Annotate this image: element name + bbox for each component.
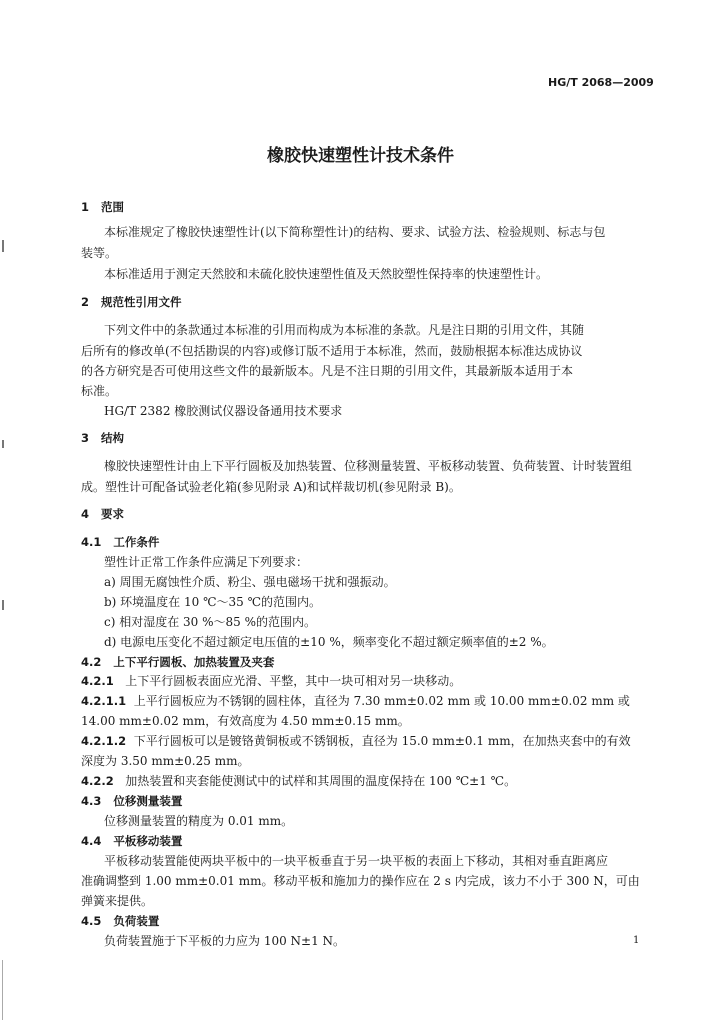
paragraph-line: 平板移动装置能使两块平板中的一块平板垂直于另一块平板的表面上下移动，其相对垂直距离应 (104, 854, 609, 868)
clause-number: 4.2.1 (81, 674, 114, 688)
section-title: 位移测量装置 (113, 794, 183, 808)
section-number: 4.3 (81, 794, 102, 808)
paragraph-line: 深度为 3.50 mm±0.25 mm。 (81, 754, 250, 768)
clause-4-2-2 (81, 774, 516, 788)
subsection-4-2-heading (81, 655, 274, 669)
section-title: 负荷装置 (113, 914, 160, 928)
section-title: 上下平行圆板、加热装置及夹套 (113, 655, 275, 669)
subsection-4-4-heading (81, 834, 182, 848)
paragraph-line: 弹簧来提供。 (81, 894, 154, 908)
paragraph-line: 下列文件中的条款通过本标准的引用而构成为本标准的条款。凡是注日期的引用文件，其随 (104, 323, 585, 337)
clause-text: 上下平行圆板表面应光滑、平整，其中一块可相对另一块移动。 (125, 674, 462, 688)
list-item: c) 相对湿度在 30 %～85 %的范围内。 (104, 615, 317, 629)
scan-mark (2, 240, 4, 252)
section-number: 4.2 (81, 655, 102, 669)
clause-4-2-1 (81, 674, 461, 688)
list-item: d) 电源电压变化不超过额定电压值的±10 %，频率变化不超过额定频率值的±2 %。 (104, 635, 554, 649)
list-item: b) 环境温度在 10 ℃～35 ℃的范围内。 (104, 595, 322, 609)
clause-text: 加热装置和夹套能使测试中的试样和其周围的温度保持在 100 ℃±1 ℃。 (125, 774, 517, 788)
section-4-heading (81, 507, 124, 521)
clause-text: 下平行圆板可以是镀铬黄铜板或不锈钢板，直径为 15.0 mm±0.1 mm，在加热夹套中的有效 (133, 734, 631, 748)
subsection-4-1-heading (81, 535, 159, 549)
scan-mark (2, 440, 4, 448)
section-number: 4.5 (81, 914, 102, 928)
section-title: 要求 (101, 507, 125, 521)
section-3-heading (81, 431, 124, 445)
section-number: 1 (81, 200, 90, 214)
section-number: 4.1 (81, 535, 102, 549)
paragraph-line: 负荷装置施于下平板的力应为 100 N±1 N。 (104, 934, 346, 948)
subsection-4-5-heading (81, 914, 159, 928)
page-number: 1 (633, 935, 640, 946)
paragraph-line: 成。塑性计可配备试验老化箱(参见附录 A)和试样裁切机(参见附录 B)。 (81, 480, 461, 494)
paragraph-line: 本标准适用于测定天然胶和未硫化胶快速塑性值及天然胶塑性保持率的快速塑性计。 (104, 267, 549, 281)
list-item: a) 周围无腐蚀性介质、粉尘、强电磁场干扰和强振动。 (104, 575, 396, 589)
clause-number: 4.2.2 (81, 774, 114, 788)
section-2-heading (81, 295, 182, 309)
paragraph-line: 标准。 (81, 384, 118, 398)
section-number: 4 (81, 507, 90, 521)
paragraph-line: 橡胶快速塑性计由上下平行圆板及加热装置、位移测量装置、平板移动装置、负荷装置、计时装置组 (104, 459, 633, 473)
clause-number: 4.2.1.2 (81, 734, 127, 748)
reference-item: HG/T 2382 橡胶测试仪器设备通用技术要求 (104, 404, 343, 418)
clause-text: 上平行圆板应为不锈钢的圆柱体，直径为 7.30 mm±0.02 mm 或 10.00 mm±0.02 mm 或 (133, 694, 630, 708)
section-title: 结构 (101, 431, 125, 445)
paragraph-line: 准确调整到 1.00 mm±0.01 mm。移动平板和施加力的操作应在 2 s 内完成，该力不小于 300 N，可由 (81, 874, 640, 888)
clause-4-2-1-1 (81, 694, 630, 708)
paragraph-line: 后所有的修改单(不包括勘误的内容)或修订版不适用于本标准，然而，鼓励根据本标准达成协议 (81, 344, 583, 358)
scan-mark (2, 960, 3, 1020)
section-title: 平板移动装置 (113, 834, 183, 848)
paragraph-line: 14.00 mm±0.02 mm，有效高度为 4.50 mm±0.15 mm。 (81, 714, 410, 728)
section-1-heading (81, 200, 124, 214)
section-title: 工作条件 (113, 535, 160, 549)
subsection-4-3-heading (81, 794, 182, 808)
paragraph-line: 的各方研究是否可使用这些文件的最新版本。凡是不注日期的引用文件，其最新版本适用于本 (81, 364, 574, 378)
section-number: 3 (81, 431, 90, 445)
clause-number: 4.2.1.1 (81, 694, 127, 708)
clause-4-2-1-2 (81, 734, 631, 748)
section-title: 范围 (101, 200, 125, 214)
section-number: 4.4 (81, 834, 102, 848)
paragraph-line: 位移测量装置的精度为 0.01 mm。 (104, 814, 294, 828)
section-number: 2 (81, 295, 90, 309)
section-title: 规范性引用文件 (101, 295, 182, 309)
paragraph-line: 装等。 (81, 246, 118, 260)
standard-code: HG/T 2068—2009 (548, 76, 654, 89)
paragraph-line: 本标准规定了橡胶快速塑性计(以下简称塑性计)的结构、要求、试验方法、检验规则、标志与包 (104, 225, 606, 239)
scan-mark (2, 600, 4, 610)
page-title: 橡胶快速塑性计技术条件 (267, 146, 454, 166)
paragraph-line: 塑性计正常工作条件应满足下列要求： (104, 555, 309, 569)
